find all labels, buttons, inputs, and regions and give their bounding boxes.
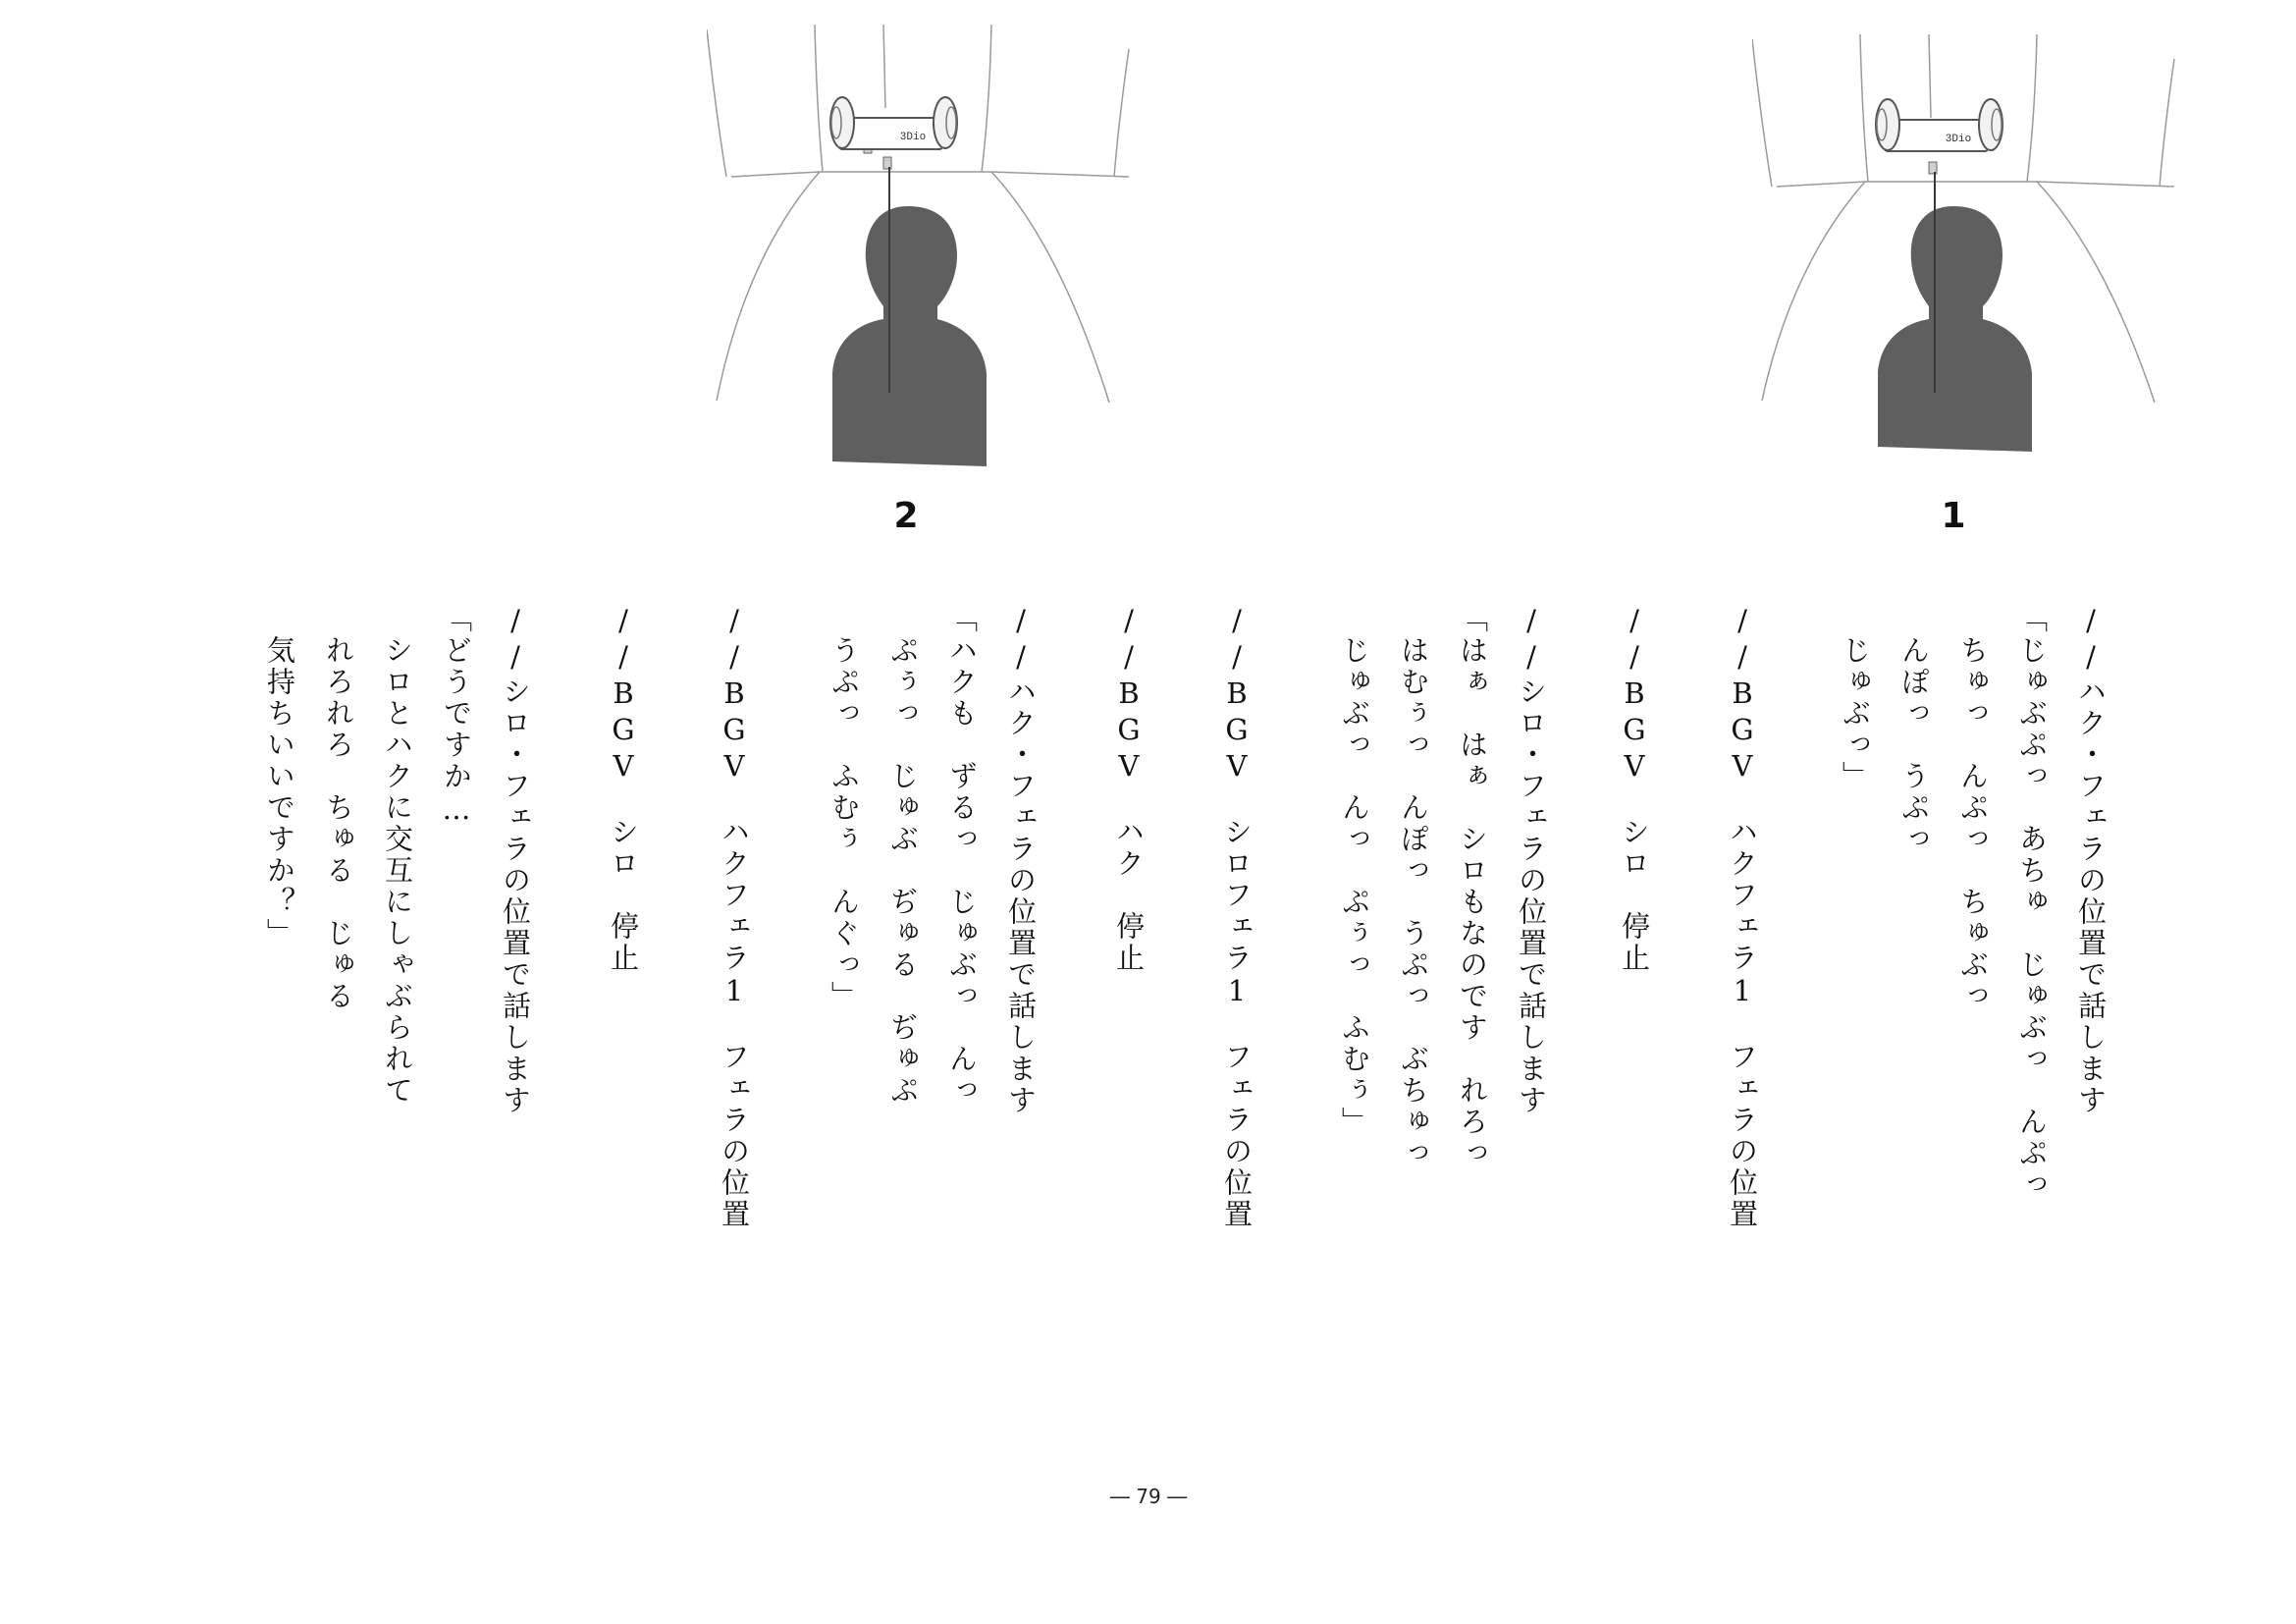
device-label: 3Dio — [1945, 134, 1972, 145]
page-number: ― 79 ― — [1109, 1485, 1188, 1508]
script-line: じゅぶっ んっ ぷぅっ ふむぅ」 — [1338, 604, 1371, 1138]
script-line: はむぅっ んぽっ うぷっ ぶちゅっ — [1397, 604, 1430, 1169]
device-label: 3Dio — [899, 132, 927, 143]
script-line: //BGV ハクフェラ1 フェラの位置 — [718, 604, 751, 1230]
script-line: 「どうですか… — [440, 604, 473, 829]
script-line: 「ハクも ずるっ じゅぶっ んっ — [945, 604, 979, 1107]
figure-number-1: 1 — [1941, 496, 1966, 536]
binaural-mic-illustration-1 — [1752, 29, 2184, 501]
script-line: んぽっ うぷっ — [1897, 604, 1931, 855]
script-line: //ハク・フェラの位置で話します — [1004, 604, 1038, 1116]
script-line: シロとハクに交互にしゃぶられて — [381, 604, 414, 1107]
script-line: 「じゅぶぷっ あちゅ じゅぶっ んぷっ — [2015, 604, 2049, 1201]
script-line: 「はぁ はぁ シロもなのです れろっ — [1456, 604, 1489, 1169]
script-line: うぷっ ふむぅ んぐっ」 — [828, 604, 861, 1012]
script-line: 気持ちいいですか？」 — [263, 604, 296, 949]
script-line: ちゅっ んぷっ ちゅぶっ — [1956, 604, 1990, 1012]
script-line: //BGV ハク 停止 — [1112, 604, 1146, 974]
script-line: //シロ・フェラの位置で話します — [1515, 604, 1548, 1116]
script-line: //BGV シロ 停止 — [607, 604, 640, 974]
script-line: じゅぶっ」 — [1839, 604, 1872, 792]
script-line: //ハク・フェラの位置で話します — [2074, 604, 2108, 1116]
binaural-mic-illustration-2 — [707, 20, 1139, 491]
script-line: //BGV ハクフェラ1 フェラの位置 — [1726, 604, 1759, 1230]
figure-number-2: 2 — [893, 496, 919, 536]
script-line: ぷぅっ じゅぶ ぢゅる ぢゅぷ — [886, 604, 920, 1107]
script-line: //BGV シロフェラ1 フェラの位置 — [1220, 604, 1254, 1230]
script-line: //BGV シロ 停止 — [1618, 604, 1651, 974]
script-line: //シロ・フェラの位置で話します — [499, 604, 532, 1116]
script-line: れろれろ ちゅる じゅる — [322, 604, 355, 1012]
